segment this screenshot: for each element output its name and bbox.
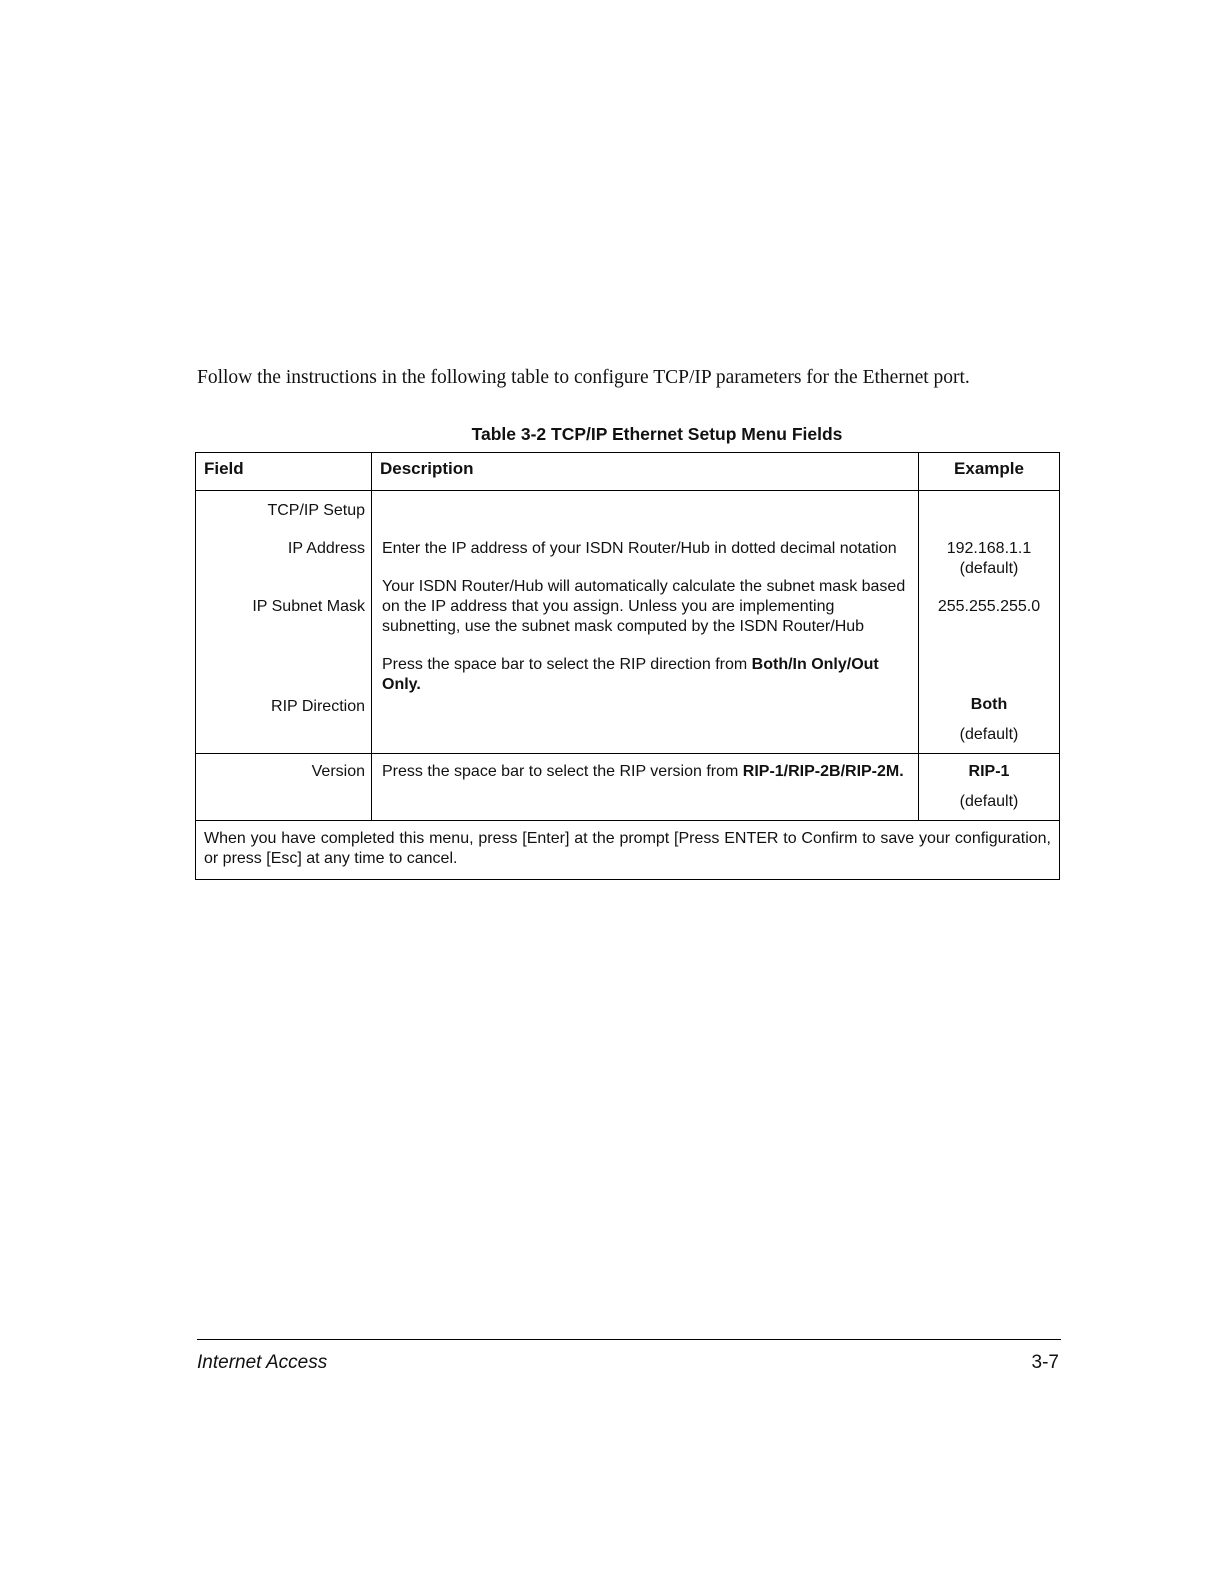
desc-ip-subnet-mask: Your ISDN Router/Hub will automatically calculate the subnet mask based on the IP address that you assign. Unless you are implementing subnetting, use the subnet mask computed by the ISDN Router/Hub [382,578,906,635]
example-subnet-mask: 255.255.255.0 [937,598,1041,615]
desc-ip-address: Enter the IP address of your ISDN Router/Hub in dotted decimal notation [382,540,897,557]
table-footer-row [196,821,1060,880]
header-description: Description [372,453,919,491]
example-version-default: (default) [959,793,1019,810]
field-column [196,491,372,754]
header-example: Example [919,453,1060,491]
example-ip-address: 192.168.1.1 [946,540,1032,557]
table-row [196,754,1060,821]
field-tcpip-setup: TCP/IP Setup [267,502,365,519]
desc-version-cell [372,754,919,821]
tcpip-setup-table [195,452,1060,880]
header-field: Field [196,453,372,491]
footer-section-title: Internet Access [197,1352,328,1373]
example-rip-direction-default: (default) [959,726,1019,743]
field-version-cell [196,754,372,821]
desc-rip-direction: Press the space bar to select the RIP direction from Both/In Only/Out Only. [382,656,879,693]
example-ip-address-default: (default) [959,560,1019,577]
example-version-cell [919,754,1060,821]
intro-paragraph: Follow the instructions in the following table to configure TCP/IP parameters for the Ethernet port. [197,367,970,388]
footer-page-number: 3-7 [1031,1352,1059,1373]
field-ip-address: IP Address [287,540,365,557]
table-caption: Table 3-2 TCP/IP Ethernet Setup Menu Fields [471,424,843,444]
field-ip-subnet-mask: IP Subnet Mask [252,598,365,615]
table-footer-note: When you have completed this menu, press [Enter] at the prompt [Press ENTER to Confirm to save your configuration, or press [Esc] at any time to cancel. [196,821,1060,880]
example-version: RIP-1 [968,763,1010,780]
desc-version: Press the space bar to select the RIP version from RIP-1/RIP-2B/RIP-2M. [382,763,904,780]
field-rip-direction: RIP Direction [271,698,365,715]
footer-rule [197,1339,1061,1340]
table-row [196,491,1060,754]
table-header-row [196,453,1060,491]
example-column [919,491,1060,754]
example-rip-direction: Both [970,696,1008,713]
description-column [372,491,919,754]
field-version: Version [311,763,365,780]
